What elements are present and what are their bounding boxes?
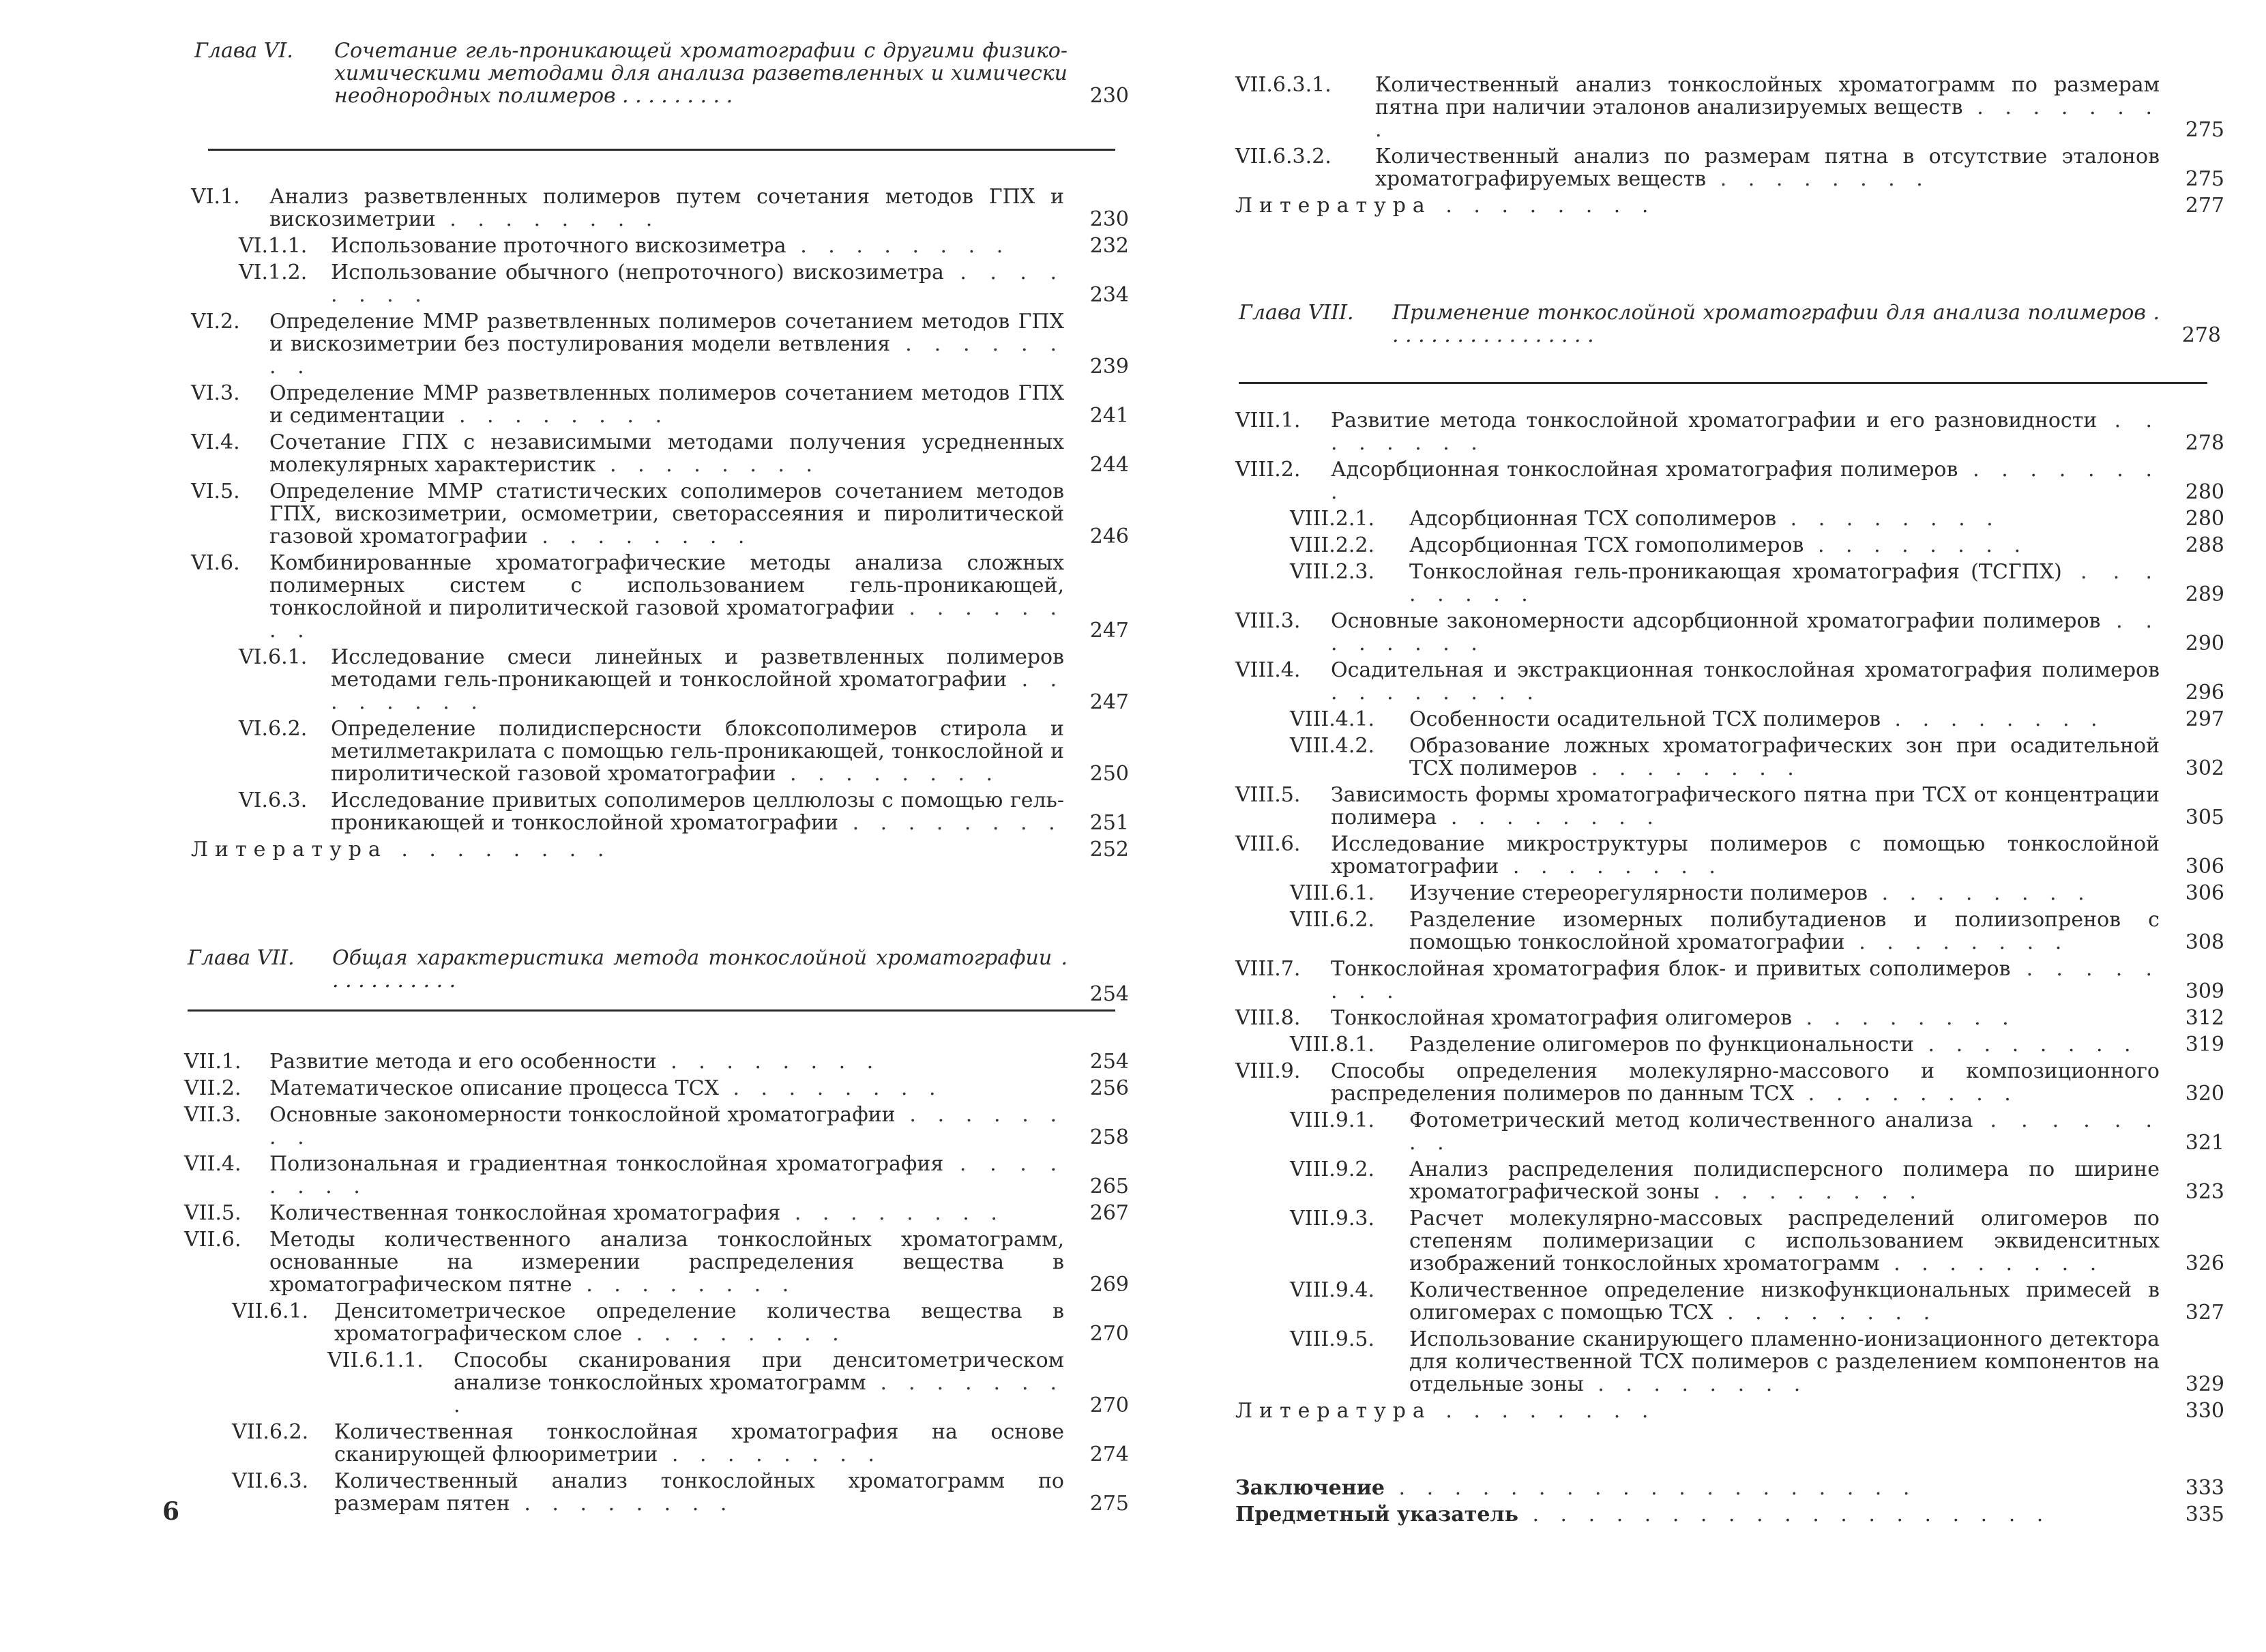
toc-entry: VIII.6. Исследование микроструктуры полимеров с помощью тонкослойной хроматографии . . . . . . . . 306 xyxy=(1235,832,2224,879)
entry-page: 321 xyxy=(2185,1131,2224,1155)
toc-entry: VII.6.1. Денситометрическое определение количества вещества в хроматографическом слое . . . . . . . . 270 xyxy=(232,1299,1129,1346)
toc-entry: VII.6.3.1. Количественный анализ тонкослойных хроматограмм по размерам пятна при наличии эталонов анализируемых веществ . . . . . . . . 275 xyxy=(1235,73,2224,142)
entry-page: 254 xyxy=(1089,1050,1129,1074)
toc-entry: VI.6.1. Исследование смеси линейных и разветвленных полимеров методами гель-проникающей и тонкослойной хроматографии . . . . . . . . 247 xyxy=(239,645,1129,714)
entry-number: VIII.7. xyxy=(1235,957,1301,981)
entry-title: Адсорбционная тонкослойная хроматография полимеров xyxy=(1331,458,1958,482)
entry-number: VII.5. xyxy=(184,1201,241,1225)
entry-page: 269 xyxy=(1089,1273,1129,1297)
toc-entry: VII.6.3.2. Количественный анализ по размерам пятна в отсутствие эталонов хроматографируемых веществ . . . . . . . . 275 xyxy=(1235,145,2224,191)
toc-entry: VI.6.3. Исследование привитых сополимеров целлюлозы с помощью гель-проникающей и тонкослойной хроматографии . . . . . . . . 251 xyxy=(239,788,1129,835)
entry-number: VIII.9.4. xyxy=(1290,1278,1374,1302)
entry-page: 297 xyxy=(2185,707,2224,731)
chapter-title: Общая характеристика метода тонкослойной хроматографии xyxy=(332,946,1053,970)
entry-title: Исследование привитых сополимеров целлюлозы с помощью гель-проникающей и тонкослойной хроматографии xyxy=(331,788,1064,835)
entry-page: 247 xyxy=(1089,619,1129,643)
toc-entry: VII.4. Полизональная и градиентная тонкослойная хроматография . . . . . . . . 265 xyxy=(184,1152,1129,1198)
entry-number: VIII.6. xyxy=(1235,832,1301,856)
toc-entry: VIII.4. Осадительная и экстракционная тонкослойная хроматография полимеров . . . . . . . . 296 xyxy=(1235,658,2224,705)
toc-entry: VII.3. Основные закономерности тонкослойной хроматографии . . . . . . . . 258 xyxy=(184,1103,1129,1149)
toc-entry: VIII.9.1. Фотометрический метод количественного анализа . . . . . . . . 321 xyxy=(1290,1108,2224,1155)
entry-title: Методы количественного анализа тонкослойных хроматограмм, основанные на измерении распределения вещества в хроматографическом пятне xyxy=(269,1228,1064,1297)
entry-page: 327 xyxy=(2185,1301,2224,1325)
entry-title: Разделение изомерных полибутадиенов и полиизопренов с помощью тонкослойной хроматографии xyxy=(1409,908,2160,954)
entry-title: Комбинированные хроматографические методы анализа сложных полимерных систем с использованием гель-проникающей, тонкослойной и пиролитической газовой хроматографии xyxy=(269,551,1064,620)
entry-title: Основные закономерности адсорбционной хроматографии полимеров xyxy=(1331,609,2101,633)
toc-entry: VI.1.1. Использование проточного вискозиметра . . . . . . . . 232 xyxy=(239,234,1129,258)
entry-number: VIII.3. xyxy=(1235,609,1301,633)
toc-entry: VII.1. Развитие метода и его особенности . . . . . . . . 254 xyxy=(184,1050,1129,1074)
entry-title: Адсорбционная ТСХ гомополимеров xyxy=(1409,533,1804,557)
entry-number: VII.2. xyxy=(184,1076,241,1100)
entry-page: 308 xyxy=(2185,930,2224,954)
entry-number: VIII.4.2. xyxy=(1290,734,1374,758)
chapter-title: Применение тонкослойной хроматографии для анализа полимеров xyxy=(1392,301,2146,325)
entry-title: Предметный указатель xyxy=(1235,1503,1518,1526)
entry-number: VIII.4.1. xyxy=(1290,707,1374,731)
entry-number: VIII.2.2. xyxy=(1290,533,1374,557)
entry-page: 277 xyxy=(2185,194,2224,218)
entry-page: 265 xyxy=(1089,1175,1129,1198)
chapter-page: 254 xyxy=(1089,982,1129,1006)
entry-title: Исследование смеси линейных и разветвленных полимеров методами гель-проникающей и тонкослойной хроматографии xyxy=(331,645,1064,692)
entry-number: VII.1. xyxy=(184,1050,241,1074)
toc-entry: VIII.1. Развитие метода тонкослойной хроматографии и его разновидности . . . . . . . . 278 xyxy=(1235,409,2224,455)
toc-entry: VIII.9.5. Использование сканирующего пламенно-ионизационного детектора для количественной ТСХ полимеров с разделением компонентов на отдельные зоны . . . . . . . . 329 xyxy=(1290,1327,2224,1396)
toc-entry: VII.6. Методы количественного анализа тонкослойных хроматограмм, основанные на измерении распределения вещества в хроматографическом пятне . . . . . . . . 269 xyxy=(184,1228,1129,1297)
entry-page: 270 xyxy=(1089,1322,1129,1346)
chapter-label: Глава VI. xyxy=(194,39,293,63)
entry-page: 306 xyxy=(2185,855,2224,879)
toc-entry: VII.5. Количественная тонкослойная хроматография . . . . . . . . 267 xyxy=(184,1201,1129,1225)
entry-title: Количественная тонкослойная хроматография xyxy=(269,1201,781,1225)
entry-page: 326 xyxy=(2185,1252,2224,1275)
toc-entry: VIII.5. Зависимость формы хроматографического пятна при ТСХ от концентрации полимера . . . . . . . . 305 xyxy=(1235,783,2224,829)
chapter-label: Глава VIII. xyxy=(1239,301,1354,325)
entry-number: VIII.6.2. xyxy=(1290,908,1374,932)
entry-number: VIII.9.2. xyxy=(1290,1157,1374,1181)
entry-title: Анализ разветвленных полимеров путем сочетания методов ГПХ и вискозиметрии xyxy=(269,185,1064,231)
entry-number: VI.2. xyxy=(191,310,240,334)
toc-entry: VIII.2.1. Адсорбционная ТСХ сополимеров . . . . . . . . 280 xyxy=(1290,507,2224,531)
entry-title: Сочетание ГПХ с независимыми методами получения усредненных молекулярных характеристик xyxy=(269,430,1064,477)
chapter-7-entries xyxy=(184,1050,1129,1519)
toc-entry: VIII.4.1. Особенности осадительной ТСХ полимеров . . . . . . . . 297 xyxy=(1290,707,2224,731)
toc-entry: VI.5. Определение ММР статистических сополимеров сочетанием методов ГПХ, вискозиметрии, осмометрии, светорассеяния и пиролитической газовой хроматографии . . . . . . . . 246 xyxy=(191,480,1129,548)
entry-page: 319 xyxy=(2185,1033,2224,1057)
chapter-6-heading: Глава VI. Сочетание гель-проникающей хроматографии с другими физико-химическими методами для анализа разветвленных и химически неоднородных полимеров . . . . . . . . . 230 xyxy=(194,39,1129,108)
entry-title: Использование проточного вискозиметра xyxy=(331,234,786,258)
entry-page: 306 xyxy=(2185,881,2224,905)
entry-page: 267 xyxy=(1089,1201,1129,1225)
toc-entry: VIII.6.2. Разделение изомерных полибутадиенов и полиизопренов с помощью тонкослойной хроматографии . . . . . . . . 308 xyxy=(1290,908,2224,954)
entry-page: 274 xyxy=(1089,1443,1129,1466)
entry-title: Количественная тонкослойная хроматография на основе сканирующей флюориметрии xyxy=(334,1420,1064,1466)
toc-entry: VIII.3. Основные закономерности адсорбционной хроматографии полимеров . . . . . . . . 290 xyxy=(1235,609,2224,655)
toc-entry: VIII.6.1. Изучение стереорегулярности полимеров . . . . . . . . 306 xyxy=(1290,881,2224,905)
chapter-8-heading: Глава VIII. Применение тонкослойной хроматографии для анализа полимеров . . . . . . . . . . . . . . . . . 278 xyxy=(1239,301,2221,347)
entry-title: Расчет молекулярно-массовых распределений олигомеров по степеням полимеризации с использованием эквиденситных изображений тонкослойных хроматограмм xyxy=(1409,1207,2160,1275)
entry-title: Денситометрическое определение количества вещества в хроматографическом слое xyxy=(334,1299,1064,1346)
entry-page: 333 xyxy=(2185,1476,2224,1500)
entry-page: 256 xyxy=(1089,1076,1129,1100)
chapter-6-entries xyxy=(191,186,1129,865)
entry-title: Количественный анализ тонкослойных хроматограмм по размерам пятен xyxy=(334,1469,1064,1516)
entry-page: 275 xyxy=(2185,118,2224,142)
entry-title: Определение ММР статистических сополимеров сочетанием методов ГПХ, вискозиметрии, осмометрии, светорассеяния и пиролитической газовой хроматографии xyxy=(269,480,1064,548)
entry-title: Количественный анализ по размерам пятна в отсутствие эталонов хроматографируемых веществ xyxy=(1375,145,2160,191)
entry-number: VII.6.3. xyxy=(232,1469,309,1493)
entry-page: 250 xyxy=(1089,762,1129,786)
entry-page: 290 xyxy=(2185,632,2224,655)
entry-number: VII.6.3.2. xyxy=(1235,145,1331,168)
entry-page: 244 xyxy=(1089,453,1129,477)
entry-page: 323 xyxy=(2185,1180,2224,1204)
entry-page: 275 xyxy=(2185,167,2224,191)
divider-rule xyxy=(188,1009,1115,1012)
right-page xyxy=(1133,0,2266,1652)
entry-title: Изучение стереорегулярности полимеров xyxy=(1409,881,1868,905)
entry-title: Тонкослойная хроматография олигомеров xyxy=(1331,1006,1793,1030)
entry-page: 335 xyxy=(2185,1503,2224,1526)
toc-entry: VIII.8.1. Разделение олигомеров по функциональности . . . . . . . . 319 xyxy=(1290,1033,2224,1057)
chapter-8-entries xyxy=(1235,409,2224,1426)
toc-entry: VI.1. Анализ разветвленных полимеров путем сочетания методов ГПХ и вискозиметрии . . . . . . . . 230 xyxy=(191,185,1129,231)
entry-page: 289 xyxy=(2185,582,2224,606)
entry-title: Способы сканирования при денситометрическом анализе тонкослойных хроматограмм xyxy=(454,1348,1064,1395)
entry-page: 270 xyxy=(1089,1393,1129,1417)
entry-title: Развитие метода и его особенности xyxy=(269,1050,657,1074)
entry-page: 232 xyxy=(1089,234,1129,258)
toc-entry: VIII.4.2. Образование ложных хроматографических зон при осадительной ТСХ полимеров . . . . . . . . 302 xyxy=(1290,734,2224,780)
toc-entry-literature: Литература . . . . . . . . 252 xyxy=(191,838,1129,861)
entry-number: VI.1. xyxy=(191,185,240,209)
entry-number: VIII.6.1. xyxy=(1290,881,1374,905)
toc-entry: VI.4. Сочетание ГПХ с независимыми методами получения усредненных молекулярных характеристик . . . . . . . . 244 xyxy=(191,430,1129,477)
entry-page: 309 xyxy=(2185,979,2224,1003)
toc-entry: VIII.9.3. Расчет молекулярно-массовых распределений олигомеров по степеням полимеризации с использованием эквиденситных изображений тонкослойных хроматограмм . . . . . . . . 326 xyxy=(1290,1207,2224,1275)
entry-page: 252 xyxy=(1089,838,1129,861)
toc-entry: VIII.9.4. Количественное определение низкофункциональных примесей в олигомерах с помощью ТСХ . . . . . . . . 327 xyxy=(1290,1278,2224,1325)
entry-title: Количественное определение низкофункциональных примесей в олигомерах с помощью ТСХ xyxy=(1409,1278,2160,1325)
entry-number: VIII.2.1. xyxy=(1290,507,1374,531)
chapter-7-heading: Глава VII. Общая характеристика метода тонкослойной хроматографии . . . . . . . . . . . 254 xyxy=(188,946,1129,1006)
entry-number: VI.1.1. xyxy=(239,234,308,258)
entry-page: 296 xyxy=(2185,681,2224,705)
entry-title: Использование сканирующего пламенно-ионизационного детектора для количественной ТСХ полимеров с разделением компонентов на отдельные зоны xyxy=(1409,1327,2160,1396)
toc-entry: VII.6.1.1. Способы сканирования при денситометрическом анализе тонкослойных хроматограмм . . . . . . . . 270 xyxy=(327,1348,1129,1417)
entry-page: 251 xyxy=(1089,811,1129,835)
entry-page: 288 xyxy=(2185,533,2224,557)
entry-number: VIII.8. xyxy=(1235,1006,1301,1030)
entry-number: VII.6.3.1. xyxy=(1235,73,1331,97)
entry-title: Развитие метода тонкослойной хроматографии и его разновидности xyxy=(1331,409,2098,432)
toc-entry: VI.3. Определение ММР разветвленных полимеров сочетанием методов ГПХ и седиментации . . . . . . . . 241 xyxy=(191,381,1129,428)
entry-page: 247 xyxy=(1089,690,1129,714)
entry-title: Определение полидисперсности блоксополимеров стирола и метилметакрилата с помощью гель-проникающей, тонкослойной и пиролитической газовой хроматографии xyxy=(331,717,1064,786)
toc-entry-literature: Литература . . . . . . . . 330 xyxy=(1235,1399,2224,1423)
entry-title: Анализ распределения полидисперсного полимера по ширине хроматографической зоны xyxy=(1409,1157,2160,1204)
toc-entry: VI.2. Определение ММР разветвленных полимеров сочетанием методов ГПХ и вискозиметрии без постулирования модели ветвления . . . . . . . . 239 xyxy=(191,310,1129,379)
entry-number: VI.1.2. xyxy=(239,261,308,284)
entry-title: Определение ММР разветвленных полимеров сочетанием методов ГПХ и вискозиметрии без постулирования модели ветвления xyxy=(269,310,1064,356)
entry-title: Зависимость формы хроматографического пятна при ТСХ от концентрации полимера xyxy=(1331,783,2160,829)
divider-rule xyxy=(1239,382,2207,384)
entry-title: Разделение олигомеров по функциональности xyxy=(1409,1033,1914,1057)
entry-page: 241 xyxy=(1089,404,1129,428)
entry-page: 280 xyxy=(2185,507,2224,531)
toc-entry: VII.2. Математическое описание процесса ТСХ . . . . . . . . 256 xyxy=(184,1076,1129,1100)
entry-page: 239 xyxy=(1089,355,1129,379)
toc-entry: VIII.2.3. Тонкослойная гель-проникающая хроматография (ТСГПХ) . . . . . . . . 289 xyxy=(1290,560,2224,606)
toc-entry: VIII.2. Адсорбционная тонкослойная хроматография полимеров . . . . . . . . 280 xyxy=(1235,458,2224,504)
entry-number: VII.4. xyxy=(184,1152,241,1176)
toc-entry: VIII.9. Способы определения молекулярно-массового и композиционного распределения полимеров по данным ТСХ . . . . . . . . 320 xyxy=(1235,1059,2224,1106)
toc-entry: VI.6. Комбинированные хроматографические методы анализа сложных полимерных систем с использованием гель-проникающей, тонкослойной и пиролитической газовой хроматографии . . . . . . . . 247 xyxy=(191,551,1129,643)
entry-number: VII.3. xyxy=(184,1103,241,1127)
entry-number: VI.6.1. xyxy=(239,645,308,669)
entry-title: Адсорбционная ТСХ сополимеров xyxy=(1409,507,1777,531)
divider-rule xyxy=(208,149,1115,151)
toc-entry-literature: Литература . . . . . . . . 277 xyxy=(1235,194,2224,218)
entry-title: Литература xyxy=(1235,1399,1432,1423)
entry-number: VIII.2.3. xyxy=(1290,560,1374,584)
toc-entry: VII.6.3. Количественный анализ тонкослойных хроматограмм по размерам пятен . . . . . . . . 275 xyxy=(232,1469,1129,1516)
entry-title: Особенности осадительной ТСХ полимеров xyxy=(1409,707,1881,731)
entry-page: 329 xyxy=(2185,1372,2224,1396)
entry-number: VIII.9.5. xyxy=(1290,1327,1374,1351)
entry-number: VI.4. xyxy=(191,430,240,454)
chapter-label: Глава VII. xyxy=(188,946,295,970)
entry-number: VIII.9. xyxy=(1235,1059,1301,1083)
entry-page: 246 xyxy=(1089,525,1129,548)
entry-title: Заключение xyxy=(1235,1476,1385,1500)
toc-entry: VII.6.2. Количественная тонкослойная хроматография на основе сканирующей флюориметрии . . . . . . . . 274 xyxy=(232,1420,1129,1466)
entry-number: VI.5. xyxy=(191,480,240,503)
entry-page: 280 xyxy=(2185,480,2224,504)
entry-number: VIII.8.1. xyxy=(1290,1033,1374,1057)
entry-page: 320 xyxy=(2185,1082,2224,1106)
entry-number: VIII.9.1. xyxy=(1290,1108,1374,1132)
entry-number: VIII.5. xyxy=(1235,783,1301,807)
entry-number: VIII.9.3. xyxy=(1290,1207,1374,1230)
entry-title: Использование обычного (непроточного) вискозиметра xyxy=(331,261,944,284)
entry-title: Полизональная и градиентная тонкослойная хроматография xyxy=(269,1152,944,1176)
chapter-page: 278 xyxy=(2181,323,2221,347)
toc-entry: VI.1.2. Использование обычного (непроточного) вискозиметра . . . . . . . . 234 xyxy=(239,261,1129,307)
toc-entry: VI.6.2. Определение полидисперсности блоксополимеров стирола и метилметакрилата с помощью гель-проникающей, тонкослойной и пиролитической газовой хроматографии . . . . . . . . 250 xyxy=(239,717,1129,786)
entry-title: Количественный анализ тонкослойных хроматограмм по размерам пятна при наличии эталонов анализируемых веществ xyxy=(1375,73,2160,119)
entry-title: Образование ложных хроматографических зон при осадительной ТСХ полимеров xyxy=(1409,734,2160,780)
entry-title: Тонкослойная хроматография блок- и привитых сополимеров xyxy=(1331,957,2011,981)
entry-page: 305 xyxy=(2185,806,2224,829)
entry-number: VII.6. xyxy=(184,1228,241,1252)
toc-entry: VIII.7. Тонкослойная хроматография блок- и привитых сополимеров . . . . . . . . 309 xyxy=(1235,957,2224,1003)
entry-page: 330 xyxy=(2185,1399,2224,1423)
entry-title: Основные закономерности тонкослойной хроматографии xyxy=(269,1103,896,1127)
entry-page: 234 xyxy=(1089,283,1129,307)
entry-number: VI.3. xyxy=(191,381,240,405)
entry-number: VI.6.3. xyxy=(239,788,308,812)
toc-entry: VIII.8. Тонкослойная хроматография олигомеров . . . . . . . . 312 xyxy=(1235,1006,2224,1030)
entry-title: Осадительная и экстракционная тонкослойная хроматография полимеров xyxy=(1331,658,2160,682)
entry-number: VIII.4. xyxy=(1235,658,1301,682)
toc-entry: VIII.9.2. Анализ распределения полидисперсного полимера по ширине хроматографической зоны . . . . . . . . 323 xyxy=(1290,1157,2224,1204)
entry-number: VIII.1. xyxy=(1235,409,1301,432)
entry-number: VII.6.1.1. xyxy=(327,1348,424,1372)
toc-entry: Заключение . . . . . . . . . . . . . . . . . . . 333 xyxy=(1235,1476,2224,1500)
entry-title: Исследование микроструктуры полимеров с помощью тонкослойной хроматографии xyxy=(1331,832,2160,879)
entry-number: VIII.2. xyxy=(1235,458,1301,482)
entry-number: VI.6.2. xyxy=(239,717,308,741)
entry-number: VII.6.2. xyxy=(232,1420,309,1444)
entry-page: 258 xyxy=(1089,1125,1129,1149)
final-entries xyxy=(1235,1477,2224,1530)
entry-title: Тонкослойная гель-проникающая хроматография (ТСГПХ) xyxy=(1409,560,2062,584)
entry-page: 278 xyxy=(2185,431,2224,455)
entry-number: VI.6. xyxy=(191,551,240,575)
entry-page: 230 xyxy=(1089,207,1129,231)
entry-title: Литература xyxy=(191,838,387,861)
toc-entry: VIII.2.2. Адсорбционная ТСХ гомополимеров . . . . . . . . 288 xyxy=(1290,533,2224,557)
entry-number: VII.6.1. xyxy=(232,1299,309,1323)
entry-page: 312 xyxy=(2185,1006,2224,1030)
entry-title: Способы определения молекулярно-массового и композиционного распределения полимеров по данным ТСХ xyxy=(1331,1059,2160,1106)
page-number: 6 xyxy=(162,1497,180,1526)
entry-page: 302 xyxy=(2185,756,2224,780)
chapter-7-continued-entries xyxy=(1235,74,2224,221)
entry-page: 275 xyxy=(1089,1492,1129,1516)
chapter-title: Сочетание гель-проникающей хроматографии с другими физико-химическими методами для анализа разветвленных и химически неоднородных полимеров xyxy=(334,39,1068,108)
entry-title: Фотометрический метод количественного анализа xyxy=(1409,1108,1973,1132)
entry-title: Литература xyxy=(1235,194,1432,218)
entry-title: Определение ММР разветвленных полимеров сочетанием методов ГПХ и седиментации xyxy=(269,381,1064,428)
chapter-page: 230 xyxy=(1089,84,1129,108)
entry-title: Математическое описание процесса ТСХ xyxy=(269,1076,719,1100)
toc-entry: Предметный указатель . . . . . . . . . . . . . . . . . . . 335 xyxy=(1235,1503,2224,1526)
